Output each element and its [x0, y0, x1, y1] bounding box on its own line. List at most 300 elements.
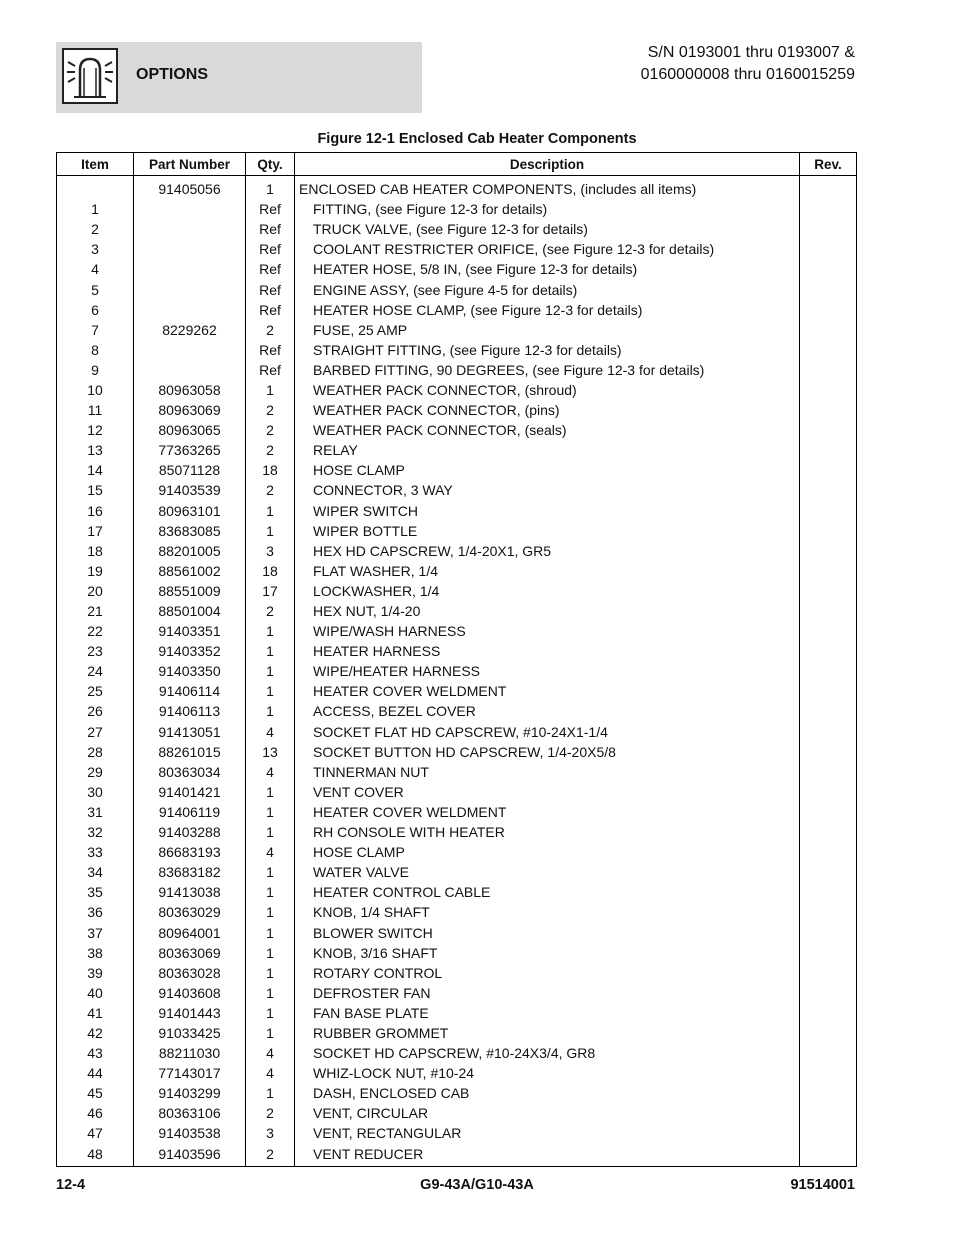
table-row: [57, 259, 857, 279]
description-cell: RELAY: [295, 440, 800, 460]
rev-cell: [800, 176, 857, 200]
item-cell: 24: [57, 661, 134, 681]
item-cell: 10: [57, 380, 134, 400]
item-cell: 38: [57, 943, 134, 963]
part-number-cell: 88201005: [134, 541, 246, 561]
description-cell: WIPER BOTTLE: [295, 521, 800, 541]
item-cell: 23: [57, 641, 134, 661]
item-cell: 39: [57, 963, 134, 983]
table-row: [57, 963, 857, 983]
rev-cell: [800, 701, 857, 721]
part-number-cell: 88211030: [134, 1043, 246, 1063]
part-number-cell: 88261015: [134, 742, 246, 762]
table-row: [57, 360, 857, 380]
item-cell: 44: [57, 1063, 134, 1083]
rev-cell: [800, 762, 857, 782]
qty-cell: 1: [246, 1003, 295, 1023]
rev-cell: [800, 300, 857, 320]
item-cell: 28: [57, 742, 134, 762]
qty-cell: 4: [246, 1063, 295, 1083]
qty-cell: 2: [246, 320, 295, 340]
table-row: [57, 822, 857, 842]
part-number-cell: 91403608: [134, 983, 246, 1003]
rev-cell: [800, 641, 857, 661]
description-cell: DEFROSTER FAN: [295, 983, 800, 1003]
rev-cell: [800, 742, 857, 762]
qty-cell: 2: [246, 400, 295, 420]
qty-cell: 1: [246, 1083, 295, 1103]
qty-cell: Ref: [246, 239, 295, 259]
qty-cell: 1: [246, 521, 295, 541]
item-cell: 31: [57, 802, 134, 822]
table-row: [57, 842, 857, 862]
part-number-cell: 80963069: [134, 400, 246, 420]
part-number-cell: 91403352: [134, 641, 246, 661]
qty-cell: 1: [246, 501, 295, 521]
table-row: [57, 681, 857, 701]
item-cell: 17: [57, 521, 134, 541]
table-row: [57, 1123, 857, 1143]
table-row: [57, 561, 857, 581]
item-cell: 40: [57, 983, 134, 1003]
item-cell: 41: [57, 1003, 134, 1023]
table-row: [57, 601, 857, 621]
part-number-cell: 80963058: [134, 380, 246, 400]
rev-cell: [800, 541, 857, 561]
item-cell: 27: [57, 722, 134, 742]
description-cell: WEATHER PACK CONNECTOR, (shroud): [295, 380, 800, 400]
item-cell: 5: [57, 279, 134, 299]
table-row: [57, 1103, 857, 1123]
qty-cell: Ref: [246, 340, 295, 360]
description-cell: COOLANT RESTRICTER ORIFICE, (see Figure 12-3 for details): [295, 239, 800, 259]
table-row: [57, 882, 857, 902]
part-number-cell: 91406114: [134, 681, 246, 701]
description-cell: VENT, CIRCULAR: [295, 1103, 800, 1123]
description-cell: BARBED FITTING, 90 DEGREES, (see Figure 12-3 for details): [295, 360, 800, 380]
rev-cell: [800, 822, 857, 842]
qty-cell: 1: [246, 782, 295, 802]
serial-number-range: [641, 42, 855, 86]
table-row: [57, 1063, 857, 1083]
rev-cell: [800, 601, 857, 621]
model-number: G9-43A/G10-43A: [420, 1177, 534, 1193]
part-number-cell: 91413051: [134, 722, 246, 742]
table-row: [57, 480, 857, 500]
description-cell: ACCESS, BEZEL COVER: [295, 701, 800, 721]
description-cell: FITTING, (see Figure 12-3 for details): [295, 199, 800, 219]
description-cell: WEATHER PACK CONNECTOR, (seals): [295, 420, 800, 440]
description-cell: KNOB, 1/4 SHAFT: [295, 902, 800, 922]
rev-cell: [800, 681, 857, 701]
qty-cell: 1: [246, 661, 295, 681]
description-cell: HEATER COVER WELDMENT: [295, 681, 800, 701]
rev-cell: [800, 782, 857, 802]
item-cell: 45: [57, 1083, 134, 1103]
description-cell: WIPER SWITCH: [295, 501, 800, 521]
rev-cell: [800, 1023, 857, 1043]
table-row: [57, 742, 857, 762]
qty-cell: 2: [246, 1103, 295, 1123]
qty-cell: 2: [246, 480, 295, 500]
part-number-cell: 88561002: [134, 561, 246, 581]
table-row: [57, 621, 857, 641]
item-cell: 9: [57, 360, 134, 380]
rev-cell: [800, 983, 857, 1003]
qty-cell: Ref: [246, 279, 295, 299]
table-row: [57, 460, 857, 480]
item-cell: 32: [57, 822, 134, 842]
table-row: [57, 521, 857, 541]
qty-cell: 3: [246, 1123, 295, 1143]
part-number-cell: 91403596: [134, 1144, 246, 1167]
part-number-cell: [134, 219, 246, 239]
qty-cell: 1: [246, 1023, 295, 1043]
rev-cell: [800, 1144, 857, 1167]
part-number-cell: 83683085: [134, 521, 246, 541]
item-cell: 22: [57, 621, 134, 641]
description-cell: HEATER CONTROL CABLE: [295, 882, 800, 902]
part-number-cell: 91403538: [134, 1123, 246, 1143]
qty-cell: 2: [246, 601, 295, 621]
part-number-cell: [134, 300, 246, 320]
description-cell: RUBBER GROMMET: [295, 1023, 800, 1043]
description-cell: HEX NUT, 1/4-20: [295, 601, 800, 621]
qty-cell: 17: [246, 581, 295, 601]
description-cell: DASH, ENCLOSED CAB: [295, 1083, 800, 1103]
part-number-cell: 77143017: [134, 1063, 246, 1083]
part-number-cell: 77363265: [134, 440, 246, 460]
table-row: [57, 340, 857, 360]
part-number-cell: 80963101: [134, 501, 246, 521]
serial-range-line-1: S/N 0193001 thru 0193007 &: [647, 44, 855, 61]
item-cell: 43: [57, 1043, 134, 1063]
part-number-cell: 88551009: [134, 581, 246, 601]
rev-cell: [800, 239, 857, 259]
rev-cell: [800, 199, 857, 219]
part-number-cell: 80363106: [134, 1103, 246, 1123]
table-row: [57, 922, 857, 942]
qty-cell: 2: [246, 1144, 295, 1167]
parts-table-body: [57, 176, 857, 1167]
description-cell: FAN BASE PLATE: [295, 1003, 800, 1023]
part-number-cell: [134, 279, 246, 299]
description-cell: TRUCK VALVE, (see Figure 12-3 for details): [295, 219, 800, 239]
table-row: [57, 701, 857, 721]
part-number-cell: 91406113: [134, 701, 246, 721]
rev-cell: [800, 340, 857, 360]
description-cell: TINNERMAN NUT: [295, 762, 800, 782]
part-number-cell: 91401421: [134, 782, 246, 802]
item-cell: 48: [57, 1144, 134, 1167]
part-number-cell: [134, 239, 246, 259]
item-cell: 30: [57, 782, 134, 802]
part-number-cell: 91403539: [134, 480, 246, 500]
rev-cell: [800, 581, 857, 601]
table-row: [57, 762, 857, 782]
rev-cell: [800, 460, 857, 480]
item-cell: 34: [57, 862, 134, 882]
column-header-description: Description: [295, 153, 800, 176]
table-row: [57, 782, 857, 802]
part-number-cell: 91403350: [134, 661, 246, 681]
rev-cell: [800, 862, 857, 882]
rev-cell: [800, 1043, 857, 1063]
rev-cell: [800, 1083, 857, 1103]
part-number-cell: [134, 340, 246, 360]
section-title: OPTIONS: [136, 66, 209, 83]
item-cell: 14: [57, 460, 134, 480]
part-number-cell: 80963065: [134, 420, 246, 440]
item-cell: 25: [57, 681, 134, 701]
item-cell: 42: [57, 1023, 134, 1043]
table-row: [57, 176, 857, 200]
rev-cell: [800, 722, 857, 742]
description-cell: WHIZ-LOCK NUT, #10-24: [295, 1063, 800, 1083]
item-cell: 15: [57, 480, 134, 500]
item-cell: 12: [57, 420, 134, 440]
description-cell: SOCKET HD CAPSCREW, #10-24X3/4, GR8: [295, 1043, 800, 1063]
part-number-cell: 91413038: [134, 882, 246, 902]
rev-cell: [800, 480, 857, 500]
qty-cell: 1: [246, 701, 295, 721]
table-row: [57, 581, 857, 601]
part-number-cell: 91405056: [134, 176, 246, 200]
part-number-cell: 80363028: [134, 963, 246, 983]
description-cell: KNOB, 3/16 SHAFT: [295, 943, 800, 963]
rev-cell: [800, 621, 857, 641]
rev-cell: [800, 279, 857, 299]
part-number-cell: 80964001: [134, 922, 246, 942]
qty-cell: 1: [246, 802, 295, 822]
rev-cell: [800, 1063, 857, 1083]
item-cell: 6: [57, 300, 134, 320]
part-number-cell: [134, 199, 246, 219]
table-row: [57, 440, 857, 460]
part-number-cell: 8229262: [134, 320, 246, 340]
qty-cell: 1: [246, 862, 295, 882]
description-cell: WATER VALVE: [295, 862, 800, 882]
description-cell: HEATER COVER WELDMENT: [295, 802, 800, 822]
column-header-rev: Rev.: [800, 153, 857, 176]
qty-cell: 4: [246, 722, 295, 742]
description-cell: VENT REDUCER: [295, 1144, 800, 1167]
table-row: [57, 501, 857, 521]
rev-cell: [800, 882, 857, 902]
part-number-cell: [134, 360, 246, 380]
rev-cell: [800, 259, 857, 279]
rev-cell: [800, 380, 857, 400]
qty-cell: Ref: [246, 259, 295, 279]
description-cell: WIPE/HEATER HARNESS: [295, 661, 800, 681]
qty-cell: Ref: [246, 300, 295, 320]
part-number-cell: 91033425: [134, 1023, 246, 1043]
qty-cell: 1: [246, 380, 295, 400]
qty-cell: 18: [246, 561, 295, 581]
part-number-cell: 83683182: [134, 862, 246, 882]
item-cell: 11: [57, 400, 134, 420]
table-row: [57, 1083, 857, 1103]
part-number-cell: [134, 259, 246, 279]
description-cell: SOCKET BUTTON HD CAPSCREW, 1/4-20X5/8: [295, 742, 800, 762]
rev-cell: [800, 842, 857, 862]
table-row: [57, 862, 857, 882]
qty-cell: 4: [246, 762, 295, 782]
part-number-cell: 91403288: [134, 822, 246, 842]
item-cell: 20: [57, 581, 134, 601]
rev-cell: [800, 1123, 857, 1143]
description-cell: SOCKET FLAT HD CAPSCREW, #10-24X1-1/4: [295, 722, 800, 742]
qty-cell: Ref: [246, 360, 295, 380]
part-number-cell: 80363029: [134, 902, 246, 922]
item-cell: 2: [57, 219, 134, 239]
description-cell: VENT COVER: [295, 782, 800, 802]
table-row: [57, 902, 857, 922]
table-row: [57, 1043, 857, 1063]
item-cell: [57, 176, 134, 200]
table-header-row: [57, 153, 857, 176]
part-number-cell: 88501004: [134, 601, 246, 621]
qty-cell: 1: [246, 922, 295, 942]
qty-cell: Ref: [246, 199, 295, 219]
item-cell: 18: [57, 541, 134, 561]
qty-cell: 1: [246, 681, 295, 701]
rev-cell: [800, 661, 857, 681]
table-row: [57, 1023, 857, 1043]
page-number: 12-4: [56, 1177, 86, 1193]
column-header-part-number: Part Number: [134, 153, 246, 176]
rev-cell: [800, 440, 857, 460]
rev-cell: [800, 1103, 857, 1123]
table-row: [57, 1144, 857, 1167]
qty-cell: 13: [246, 742, 295, 762]
part-number-cell: 91403299: [134, 1083, 246, 1103]
description-cell: HEATER HOSE, 5/8 IN, (see Figure 12-3 for details): [295, 259, 800, 279]
rev-cell: [800, 219, 857, 239]
qty-cell: 1: [246, 621, 295, 641]
description-cell: VENT, RECTANGULAR: [295, 1123, 800, 1143]
rev-cell: [800, 501, 857, 521]
table-row: [57, 802, 857, 822]
description-cell: LOCKWASHER, 1/4: [295, 581, 800, 601]
rev-cell: [800, 561, 857, 581]
qty-cell: 1: [246, 983, 295, 1003]
description-cell: HOSE CLAMP: [295, 842, 800, 862]
part-number-cell: 80363069: [134, 943, 246, 963]
qty-cell: 3: [246, 541, 295, 561]
table-row: [57, 239, 857, 259]
description-cell: HEX HD CAPSCREW, 1/4-20X1, GR5: [295, 541, 800, 561]
qty-cell: 2: [246, 440, 295, 460]
item-cell: 35: [57, 882, 134, 902]
item-cell: 8: [57, 340, 134, 360]
table-row: [57, 420, 857, 440]
rev-cell: [800, 943, 857, 963]
rev-cell: [800, 1003, 857, 1023]
description-cell: WEATHER PACK CONNECTOR, (pins): [295, 400, 800, 420]
rev-cell: [800, 420, 857, 440]
table-row: [57, 983, 857, 1003]
table-row: [57, 320, 857, 340]
description-cell: ENGINE ASSY, (see Figure 4-5 for details): [295, 279, 800, 299]
qty-cell: 1: [246, 882, 295, 902]
table-row: [57, 722, 857, 742]
column-header-item: Item: [57, 153, 134, 176]
table-row: [57, 400, 857, 420]
section-header: [56, 42, 422, 113]
description-cell: BLOWER SWITCH: [295, 922, 800, 942]
description-cell: CONNECTOR, 3 WAY: [295, 480, 800, 500]
description-cell: RH CONSOLE WITH HEATER: [295, 822, 800, 842]
item-cell: 7: [57, 320, 134, 340]
description-cell: HEATER HARNESS: [295, 641, 800, 661]
description-cell: ENCLOSED CAB HEATER COMPONENTS, (includes all items): [295, 176, 800, 200]
qty-cell: 18: [246, 460, 295, 480]
description-cell: HEATER HOSE CLAMP, (see Figure 12-3 for details): [295, 300, 800, 320]
qty-cell: 1: [246, 943, 295, 963]
item-cell: 16: [57, 501, 134, 521]
table-row: [57, 380, 857, 400]
description-cell: STRAIGHT FITTING, (see Figure 12-3 for details): [295, 340, 800, 360]
part-number-cell: 91401443: [134, 1003, 246, 1023]
qty-cell: 2: [246, 420, 295, 440]
item-cell: 3: [57, 239, 134, 259]
part-number-cell: 80363034: [134, 762, 246, 782]
description-cell: FUSE, 25 AMP: [295, 320, 800, 340]
figure-title: Figure 12-1 Enclosed Cab Heater Components: [317, 131, 637, 147]
item-cell: 36: [57, 902, 134, 922]
table-row: [57, 219, 857, 239]
qty-cell: 1: [246, 963, 295, 983]
parts-table: [56, 152, 857, 1167]
qty-cell: 4: [246, 1043, 295, 1063]
description-cell: FLAT WASHER, 1/4: [295, 561, 800, 581]
item-cell: 1: [57, 199, 134, 219]
cab-heater-icon: [62, 48, 118, 104]
rev-cell: [800, 922, 857, 942]
item-cell: 46: [57, 1103, 134, 1123]
table-row: [57, 661, 857, 681]
part-number-cell: 85071128: [134, 460, 246, 480]
document-number: 91514001: [790, 1177, 855, 1193]
item-cell: 21: [57, 601, 134, 621]
item-cell: 29: [57, 762, 134, 782]
table-row: [57, 199, 857, 219]
table-row: [57, 943, 857, 963]
item-cell: 47: [57, 1123, 134, 1143]
qty-cell: 1: [246, 902, 295, 922]
qty-cell: 1: [246, 176, 295, 200]
qty-cell: 4: [246, 842, 295, 862]
description-cell: ROTARY CONTROL: [295, 963, 800, 983]
qty-cell: Ref: [246, 219, 295, 239]
rev-cell: [800, 400, 857, 420]
serial-range-line-2: 0160000008 thru 0160015259: [640, 66, 855, 83]
table-row: [57, 279, 857, 299]
item-cell: 19: [57, 561, 134, 581]
qty-cell: 1: [246, 641, 295, 661]
part-number-cell: 91406119: [134, 802, 246, 822]
rev-cell: [800, 802, 857, 822]
item-cell: 26: [57, 701, 134, 721]
description-cell: WIPE/WASH HARNESS: [295, 621, 800, 641]
item-cell: 33: [57, 842, 134, 862]
table-row: [57, 541, 857, 561]
description-cell: HOSE CLAMP: [295, 460, 800, 480]
part-number-cell: 91403351: [134, 621, 246, 641]
rev-cell: [800, 360, 857, 380]
item-cell: 13: [57, 440, 134, 460]
